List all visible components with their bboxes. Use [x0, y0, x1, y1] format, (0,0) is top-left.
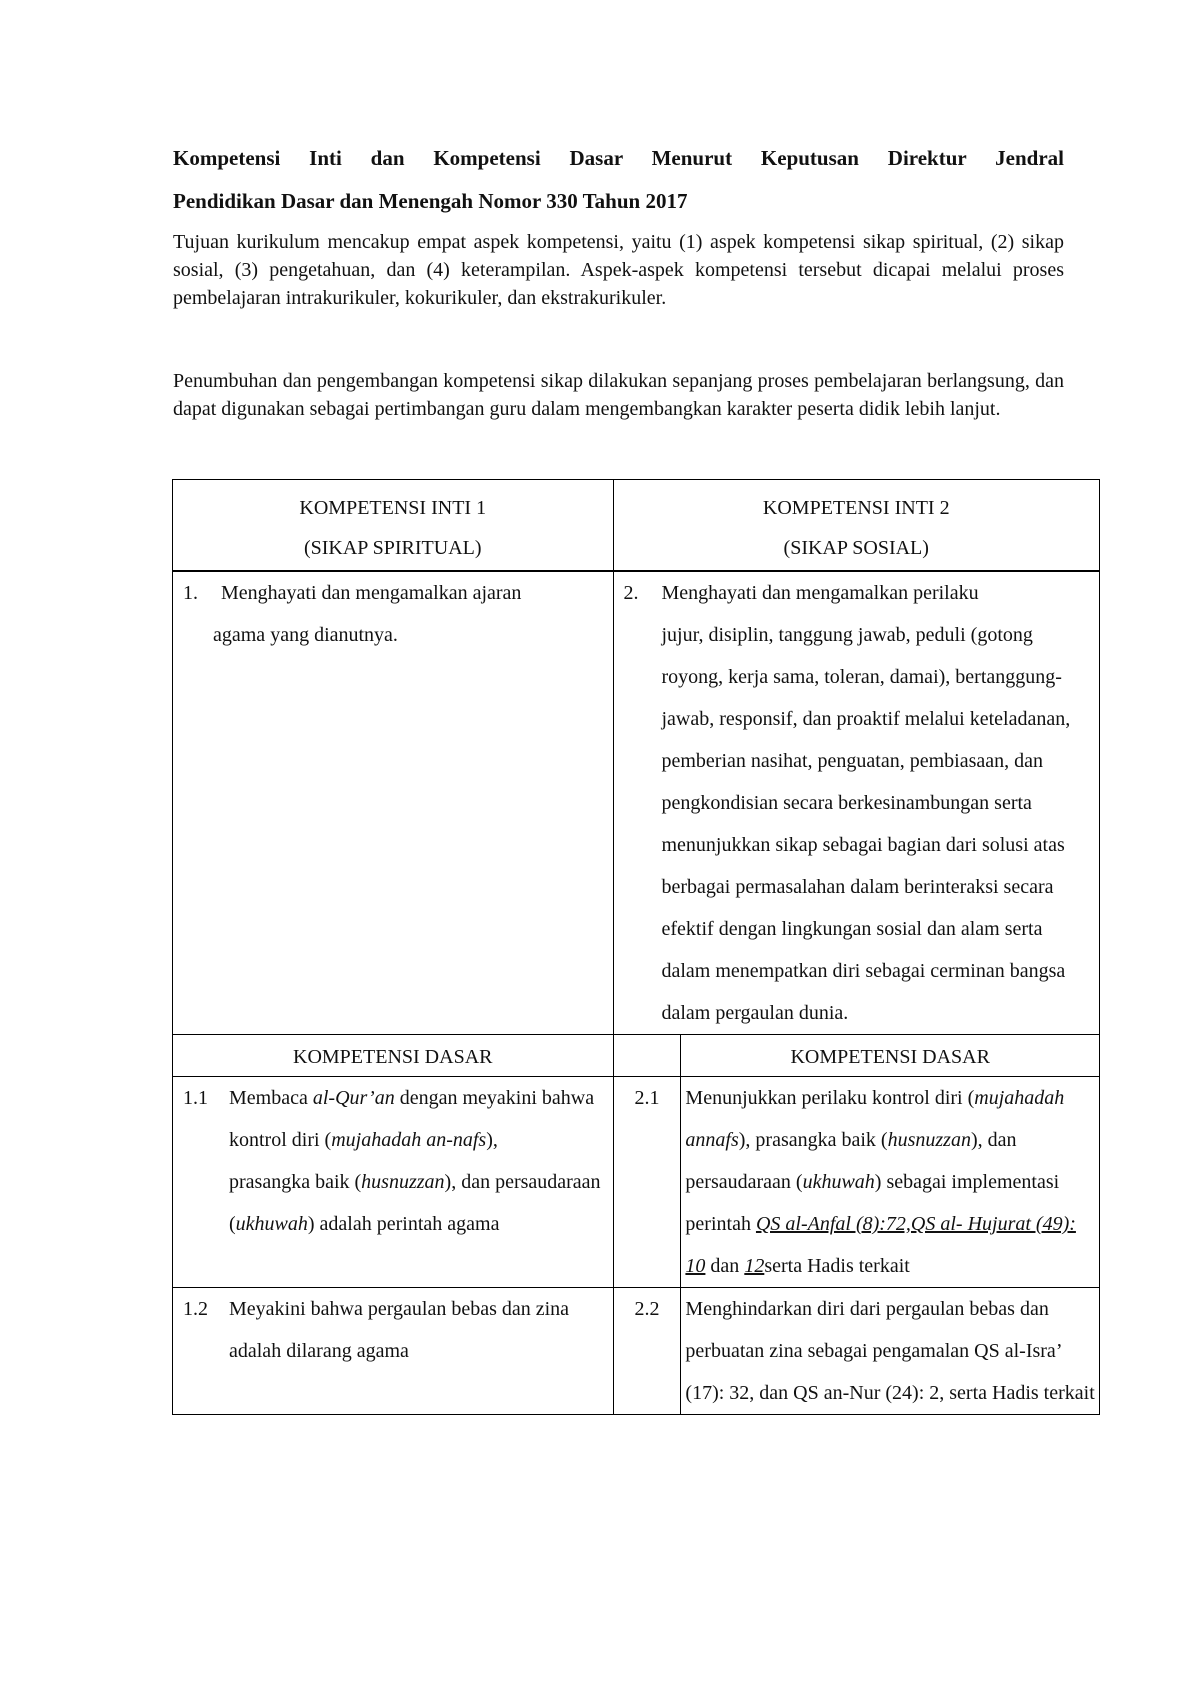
kd-2-1-number: 2.1: [613, 1077, 681, 1288]
ki1-line-1: Menghayati dan mengamalkan ajaran: [221, 582, 522, 604]
ki2-text: jujur, disiplin, tanggung jawab, peduli (gotong royong, kerja sama, toleran, damai), bertanggung-jawab, responsif, dan proaktif melalui keteladanan, pemberian nasihat, penguatan, pembiasaan, dan pengkondisian secara berkesinambungan serta menunjukkan sikap sebagai bagian dari solusi atas berbagai permasalahan dalam berinteraksi secara efektif dengan lingkungan sosial dan alam serta dalam menempatkan diri sebagai cerminan bangsa dalam pergaulan dunia.: [661, 624, 1071, 1024]
document-title-line-1: Kompetensi Inti dan Kompetensi Dasar Menurut Keputusan Direktur Jendral: [173, 146, 1064, 170]
kd-row-1: [173, 1077, 1100, 1288]
kd-1-1-cell: [173, 1077, 614, 1288]
document-title-line-2: Pendidikan Dasar dan Menengah Nomor 330 Tahun 2017: [173, 189, 688, 213]
kd-row-2: [173, 1288, 1100, 1415]
ki-content-row: [173, 571, 1100, 1035]
kd-2-2-text: Menghindarkan diri dari pergaulan bebas dan perbuatan zina sebagai pengamalan QS al-Isra’ (17): 32, dan QS an-Nur (24): 2, serta Hadis terkait: [681, 1288, 1100, 1415]
kd-header-right: KOMPETENSI DASAR: [681, 1035, 1100, 1077]
ki2-header-cell: [613, 480, 1100, 572]
ki1-subheader: (SIKAP SPIRITUAL): [303, 537, 482, 559]
ki1-header-cell: [173, 480, 614, 572]
second-paragraph: Penumbuhan dan pengembangan kompetensi sikap dilakukan sepanjang proses pembelajaran berlangsung, dan dapat digunakan sebagai pertimbangan guru dalam mengembangkan karakter peserta didik lebih lanjut.: [173, 370, 1064, 420]
kd-1-2-cell: [173, 1288, 614, 1415]
ki2-line-1: Menghayati dan mengamalkan perilaku: [661, 582, 979, 604]
ki2-subheader: (SIKAP SOSIAL): [783, 537, 929, 559]
kd-1-2-number: 1.2: [183, 1298, 208, 1320]
kd-1-1-text: Membaca al-Qur’an dengan meyakini bahwa kontrol diri (mujahadah an-nafs), prasangka baik (husnuzzan), dan persaudaraan (ukhuwah) adalah perintah agama: [229, 1087, 601, 1235]
competency-table: [172, 479, 1100, 1415]
ki2-number: 2.: [623, 582, 639, 604]
kd-1-2-text: Meyakini bahwa pergaulan bebas dan zina adalah dilarang agama: [229, 1298, 570, 1362]
kd-header-row: [173, 1035, 1100, 1077]
ki2-content-cell: [613, 571, 1100, 1035]
kd-header-spacer: [613, 1035, 681, 1077]
ki-header-row: [173, 480, 1100, 572]
kd-header-left: KOMPETENSI DASAR: [173, 1035, 614, 1077]
kd-1-1-number: 1.1: [183, 1087, 208, 1109]
intro-paragraph: Tujuan kurikulum mencakup empat aspek kompetensi, yaitu (1) aspek kompetensi sikap spiritual, (2) sikap sosial, (3) pengetahuan, dan (4) keterampilan. Aspek-aspek kompetensi tersebut dicapai melalui proses pembelajaran intrakurikuler, kokurikuler, dan ekstrakurikuler.: [173, 231, 1064, 309]
ki1-line-2: agama yang dianutnya.: [213, 624, 398, 646]
kd-2-2-number: 2.2: [613, 1288, 681, 1415]
ki1-number: 1.: [183, 582, 198, 604]
ki1-content-cell: [173, 571, 614, 1035]
ki1-header: KOMPETENSI INTI 1: [299, 497, 487, 519]
kd-2-1-text: Menunjukkan perilaku kontrol diri (mujahadah annafs), prasangka baik (husnuzzan), dan persaudaraan (ukhuwah) sebagai implementasi perintah QS al-Anfal (8):72,QS al- Hujurat (49): 10 dan 12serta Hadis terkait: [681, 1077, 1100, 1288]
ki2-header: KOMPETENSI INTI 2: [762, 497, 950, 519]
